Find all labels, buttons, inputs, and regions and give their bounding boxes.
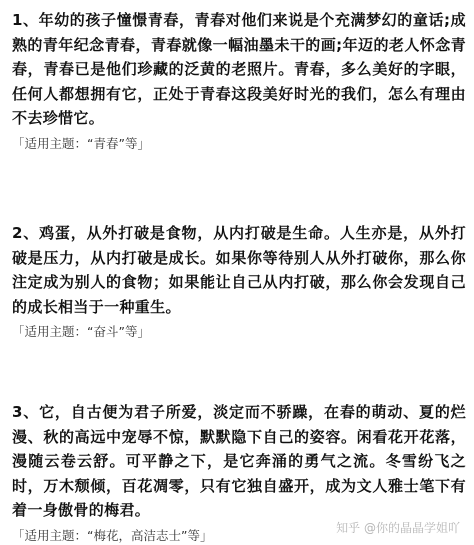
excerpt-section-2: [12, 221, 466, 341]
excerpt-text-2: 2、鸡蛋，从外打破是食物，从内打破是生命。人生亦是，从外打破是压力，从内打破是成长。如果你等待别人从外打破你，那么你注定成为别人的食物；如果能让自己从内打破，那么你会发现自己的成长相当于一种重生。: [12, 224, 466, 316]
theme-label-3: 「适用主题：“梅花，高洁志士”等」: [12, 527, 213, 543]
watermark-text: 知乎 @你的晶晶学姐吖: [336, 521, 460, 535]
excerpt-section-1: [12, 8, 466, 153]
excerpt-text-1: 1、年幼的孩子憧憬青春，青春对他们来说是个充满梦幻的童话;成熟的青年纪念青春，青春就像一幅油墨未干的画;年迈的老人怀念青春，青春已是他们珍藏的泛黄的老照片。青春，多么美好的字眼，任何人都想拥有它，正处于青春这段美好时光的我们，怎么有理由不去珍惜它。: [12, 11, 466, 127]
theme-label-2: 「适用主题：“奋斗”等」: [12, 324, 150, 339]
theme-label-1: 「适用主题：“青春”等」: [12, 135, 150, 151]
excerpt-text-3: 3、它，自古便为君子所爱，淡定而不骄躁，在春的萌动、夏的烂漫、秋的高远中宠辱不惊，默默隐下自己的姿容。闲看花开花落，漫随云卷云舒。可平静之下，是它奔涌的勇气之流。冬雪纷飞之时，万木颓倾，百花凋零，只有它独自盛开，成为文人雅士笔下有着一身傲骨的梅君。: [12, 403, 466, 519]
